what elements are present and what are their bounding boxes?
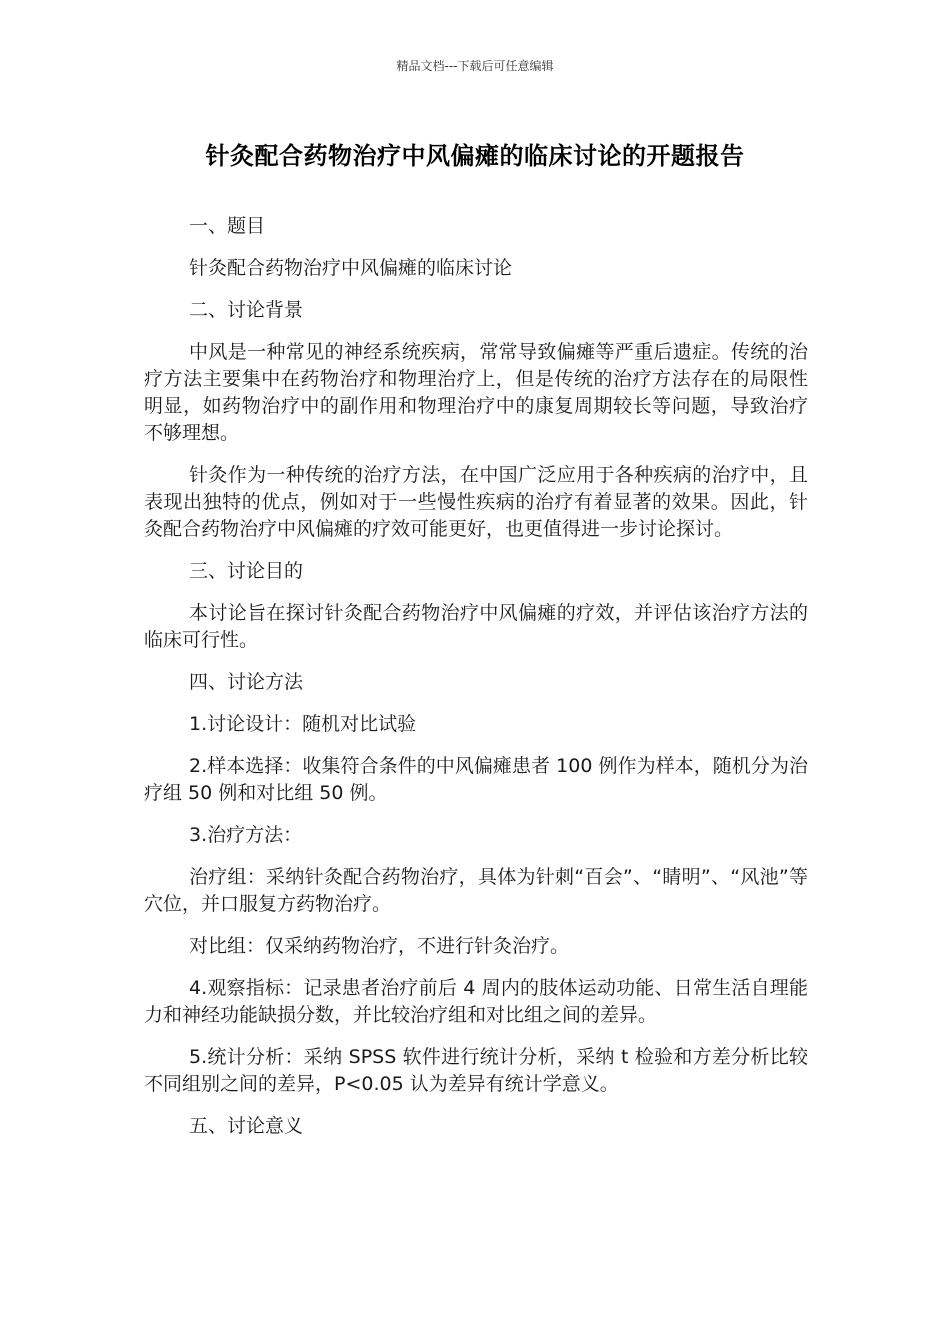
section-heading-methods: 四、讨论方法 [189, 671, 304, 693]
treatment-group-text: 治疗组：采纳针灸配合药物治疗，具体为针刺“百会”、“睛明”、“风池”等穴位，并口服复方药物治疗。 [144, 866, 808, 915]
background-paragraph: 中风是一种常见的神经系统疾病，常常导致偏瘫等严重后遗症。传统的治疗方法主要集中在药物治疗和物理治疗上，但是传统的治疗方法存在的局限性明显，如药物治疗中的副作用和物理治疗中的康复周期较长等问题，导致治疗不够理想。 [144, 341, 808, 444]
topic-text: 针灸配合药物治疗中风偏瘫的临床讨论 [189, 257, 513, 279]
document-body [144, 213, 808, 1155]
section-heading-topic: 一、题目 [189, 215, 266, 237]
methods-item-indicators: 4.观察指标：记录患者治疗前后 4 周内的肢体运动功能、日常生活自理能力和神经功能缺损分数，并比较治疗组和对比组之间的差异。 [144, 977, 808, 1026]
methods-item-treatment: 3.治疗方法： [189, 824, 303, 846]
control-group-text: 对比组：仅采纳药物治疗，不进行针灸治疗。 [189, 935, 570, 957]
section-heading-significance: 五、讨论意义 [189, 1115, 304, 1137]
document-title: 针灸配合药物治疗中风偏瘫的临床讨论的开题报告 [205, 142, 745, 170]
methods-item-sample: 2.样本选择：收集符合条件的中风偏瘫患者 100 例作为样本，随机分为治疗组 50 例和对比组 50 例。 [144, 755, 808, 804]
methods-item-design: 1.讨论设计：随机对比试验 [189, 713, 417, 735]
background-paragraph: 针灸作为一种传统的治疗方法，在中国广泛应用于各种疾病的治疗中，且表现出独特的优点，例如对于一些慢性疾病的治疗有着显著的效果。因此，针灸配合药物治疗中风偏瘫的疗效可能更好，也更值得进一步讨论探讨。 [144, 464, 808, 540]
header-note: 精品文档---下载后可任意编辑 [396, 59, 554, 73]
purpose-paragraph: 本讨论旨在探讨针灸配合药物治疗中风偏瘫的疗效，并评估该治疗方法的临床可行性。 [144, 602, 808, 651]
section-heading-background: 二、讨论背景 [189, 299, 304, 321]
methods-item-statistics: 5.统计分析：采纳 SPSS 软件进行统计分析，采纳 t 检验和方差分析比较不同组别之间的差异，P<0.05 认为差异有统计学意义。 [144, 1046, 808, 1095]
section-heading-purpose: 三、讨论目的 [189, 560, 304, 582]
